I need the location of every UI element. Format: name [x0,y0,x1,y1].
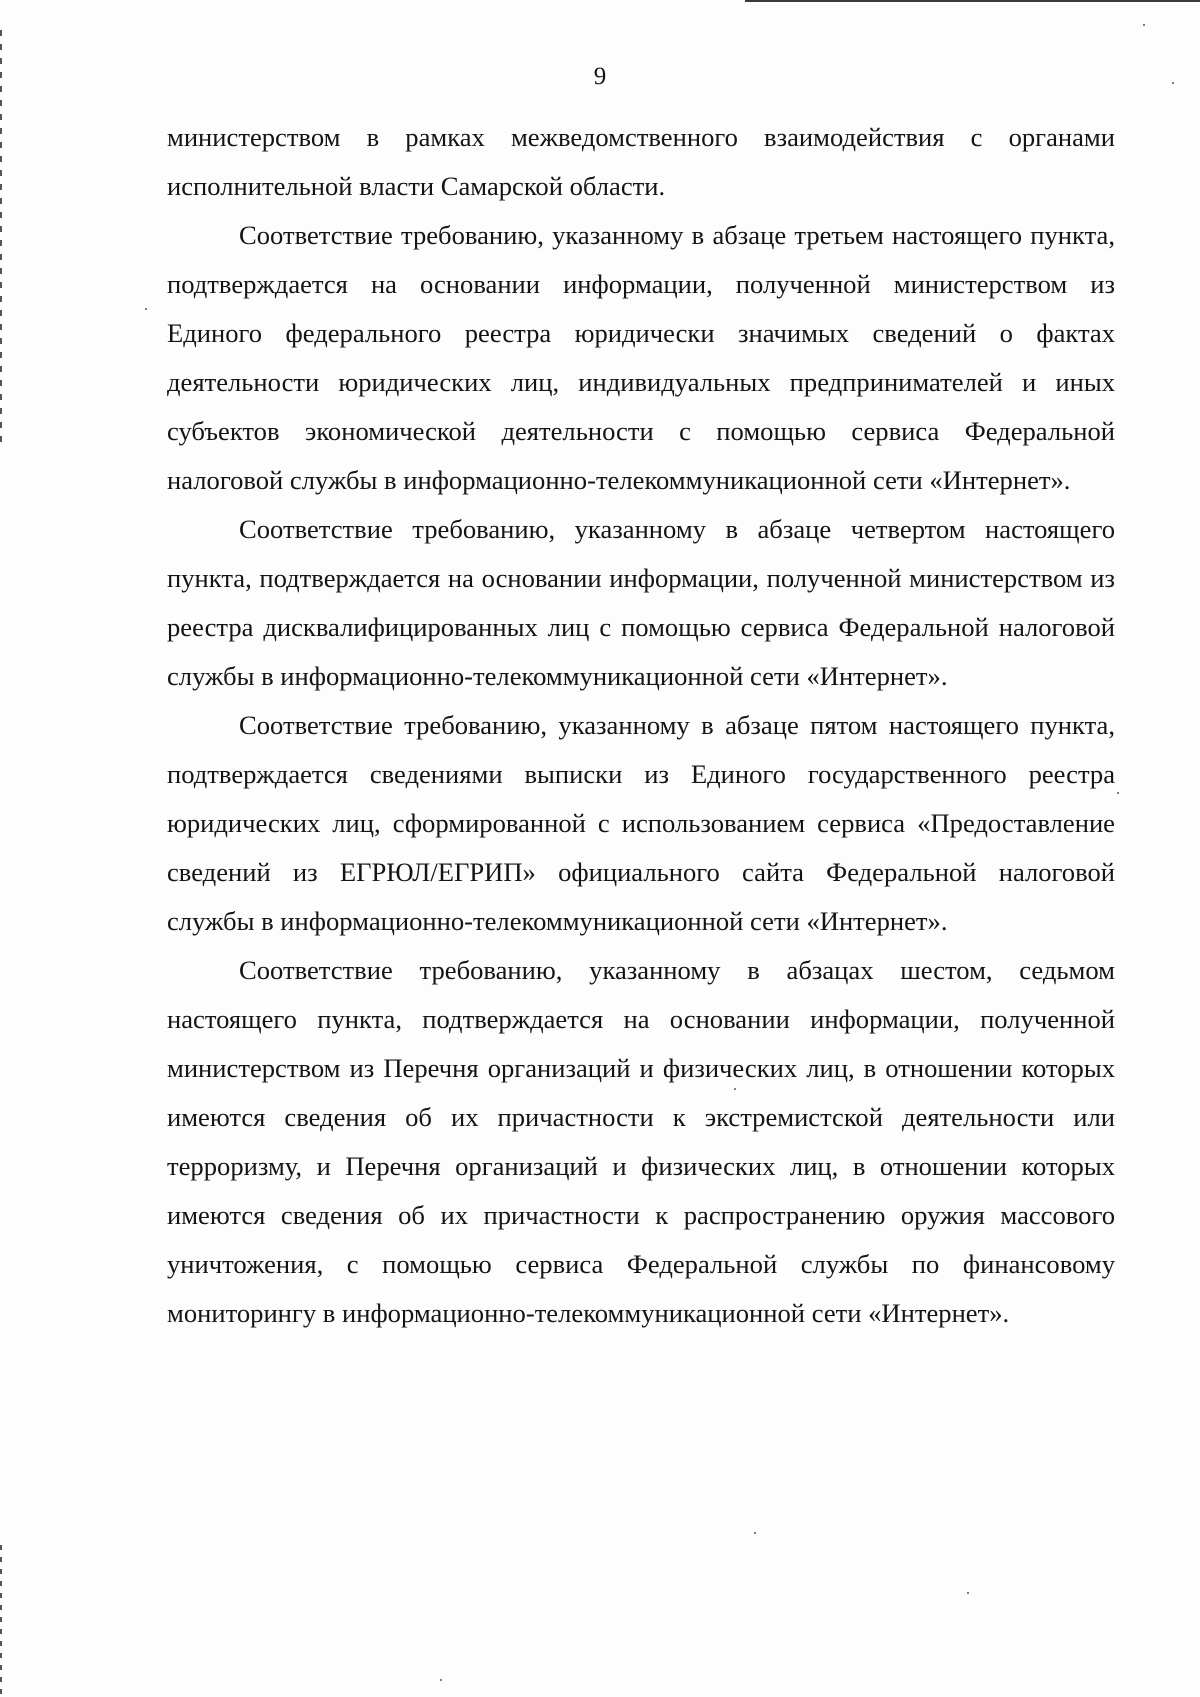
paragraph-fourth-clause: Соответствие требованию, указанному в абзаце четвертом настоящего пункта, подтверждается на основании информации, полученной министерством из реестра дисквалифицированных лиц с помощью сервиса Федеральной налоговой службы в информационно-телекоммуникационной сети «Интернет». [167,514,1115,691]
scan-left-edge [0,30,2,450]
paragraph-third-clause: Соответствие требованию, указанному в абзаце третьем настоящего пункта, подтверждается на основании информации, полученной министерством из Единого федерального реестра юридически значимых сведений о фактах деятельности юридических лиц, индивидуальных предпринимателей и иных субъектов экономической деятельности с помощью сервиса Федеральной налоговой службы в информационно-телекоммуникационной сети «Интернет». [167,220,1115,495]
page-number: 9 [593,63,607,90]
scan-speck [754,1532,756,1534]
paragraph-fifth-clause: Соответствие требованию, указанному в абзаце пятом настоящего пункта, подтверждается сведениями выписки из Единого государственного реестра юридических лиц, сформированной с использованием сервиса «Предоставление сведений из ЕГРЮЛ/ЕГРИП» официального сайта Федеральной налоговой службы в информационно-телекоммуникационной сети «Интернет». [167,710,1115,936]
scan-speck [145,308,147,310]
scan-speck [440,1679,442,1681]
paragraph-sixth-seventh-clauses: Соответствие требованию, указанному в абзацах шестом, седьмом настоящего пункта, подтверждается на основании информации, полученной министерством из Перечня организаций и физических лиц, в отношении которых имеются сведения об их причастности к экстремистской деятельности или терроризму, и Перечня организаций и физических лиц, в отношении которых имеются сведения об их причастности к распространению оружия массового уничтожения, с помощью сервиса Федеральной службы по финансовому мониторингу в информационно-телекоммуникационной сети «Интернет». [167,955,1115,1328]
scan-speck [1117,792,1119,794]
document-body [167,113,1115,1338]
scan-top-edge [745,0,1200,2]
scan-left-edge-lower [0,1545,2,1695]
scan-speck [967,1592,969,1594]
paragraph-continuation: министерством в рамках межведомственного взаимодействия с органами исполнительной власти Самарской области. [167,122,1115,201]
scan-speck [1143,24,1145,26]
